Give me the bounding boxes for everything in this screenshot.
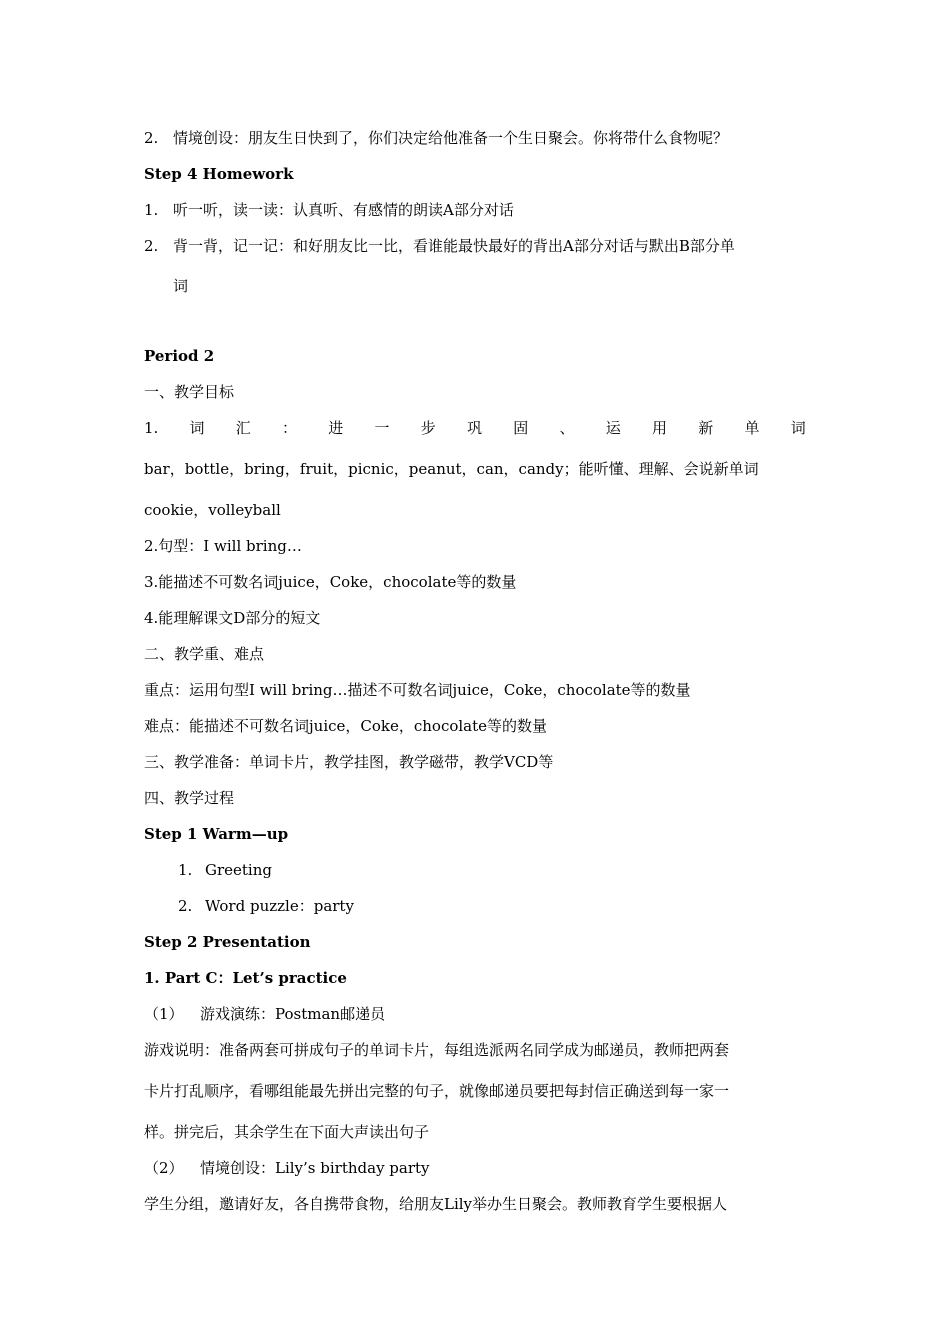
vocab-token: 1. — [144, 419, 159, 437]
list-item — [178, 860, 840, 880]
list-number: （2） — [144, 1159, 184, 1177]
vocab-token: 词 — [189, 419, 205, 437]
vocab-token: ： — [282, 419, 298, 437]
list-text: Greeting — [205, 861, 272, 879]
vocab-token: 单 — [744, 419, 760, 437]
game-description-line: 样。拼完后，其余学生在下面大声读出句子 — [144, 1123, 430, 1141]
section-heading-keypoints: 二、教学重、难点 — [144, 645, 265, 663]
list-text: 游戏演练：Postman邮递员 — [200, 1005, 386, 1023]
list-text-continuation: 词 — [173, 277, 189, 295]
part-c-heading: 1. Part C：Let’s practice — [144, 969, 347, 987]
list-number: 2. — [178, 897, 193, 915]
body-paragraph: 学生分组，邀请好友，各自携带食物，给朋友Lily举办生日聚会。教师教育学生要根据人 — [144, 1195, 728, 1213]
vocab-token: 巩 — [467, 419, 483, 437]
vocab-token: 新 — [698, 419, 714, 437]
vocab-line-1 — [144, 418, 806, 438]
list-number: （1） — [144, 1005, 184, 1023]
list-text: 情境创设：朋友生日快到了，你们决定给他准备一个生日聚会。你将带什么食物呢？ — [173, 129, 729, 147]
list-item — [144, 200, 806, 220]
section-heading-preparation: 三、教学准备：单词卡片，教学挂图，教学磁带，教学VCD等 — [144, 753, 554, 771]
step2-heading: Step 2 Presentation — [144, 933, 311, 951]
key-point: 重点：运用句型I will bring…描述不可数名词juice，Coke，chocolate等的数量 — [144, 681, 691, 699]
difficult-point: 难点：能描述不可数名词juice，Coke，chocolate等的数量 — [144, 717, 548, 735]
step4-heading: Step 4 Homework — [144, 165, 294, 183]
list-item — [178, 896, 840, 916]
list-text: Word puzzle：party — [205, 897, 354, 915]
list-text: 情境创设：Lily’s birthday party — [200, 1159, 430, 1177]
vocab-line-3: cookie，volleyball — [144, 501, 281, 519]
vocab-token: 汇 — [235, 419, 251, 437]
goal-pattern: 2.句型：I will bring… — [144, 537, 302, 555]
list-number: 1. — [144, 201, 159, 219]
period-heading: Period 2 — [144, 347, 215, 365]
vocab-token: 运 — [605, 419, 621, 437]
section-heading-process: 四、教学过程 — [144, 789, 235, 807]
section-heading-goals: 一、教学目标 — [144, 383, 235, 401]
goal-understand: 4.能理解课文D部分的短文 — [144, 609, 321, 627]
vocab-token: 固 — [513, 419, 529, 437]
goal-measure: 3.能描述不可数名词juice，Coke，chocolate等的数量 — [144, 573, 517, 591]
vocab-token: 进 — [328, 419, 344, 437]
list-item — [144, 128, 806, 148]
vocab-token: 步 — [420, 419, 436, 437]
list-number: 2. — [144, 237, 159, 255]
list-item — [144, 1004, 806, 1024]
list-item — [144, 236, 806, 256]
vocab-token: 、 — [559, 419, 575, 437]
vocab-token: 用 — [652, 419, 668, 437]
step1-heading: Step 1 Warm—up — [144, 825, 289, 843]
list-number: 1. — [178, 861, 193, 879]
game-description-line: 卡片打乱顺序，看哪组能最先拼出完整的句子，就像邮递员要把每封信正确送到每一家一 — [144, 1082, 730, 1100]
game-description-line: 游戏说明：准备两套可拼成句子的单词卡片，每组选派两名同学成为邮递员，教师把两套 — [144, 1041, 730, 1059]
list-text: 听一听，读一读：认真听、有感情的朗读A部分对话 — [173, 201, 514, 219]
vocab-token: 词 — [790, 419, 806, 437]
vocab-token: 一 — [374, 419, 390, 437]
list-text: 背一背，记一记：和好朋友比一比，看谁能最快最好的背出A部分对话与默出B部分单 — [173, 237, 735, 255]
list-number: 2. — [144, 129, 159, 147]
vocab-line-2: bar，bottle，bring，fruit，picnic，peanut，can，candy；能听懂、理解、会说新单词 — [144, 460, 759, 478]
list-item — [144, 1158, 806, 1178]
